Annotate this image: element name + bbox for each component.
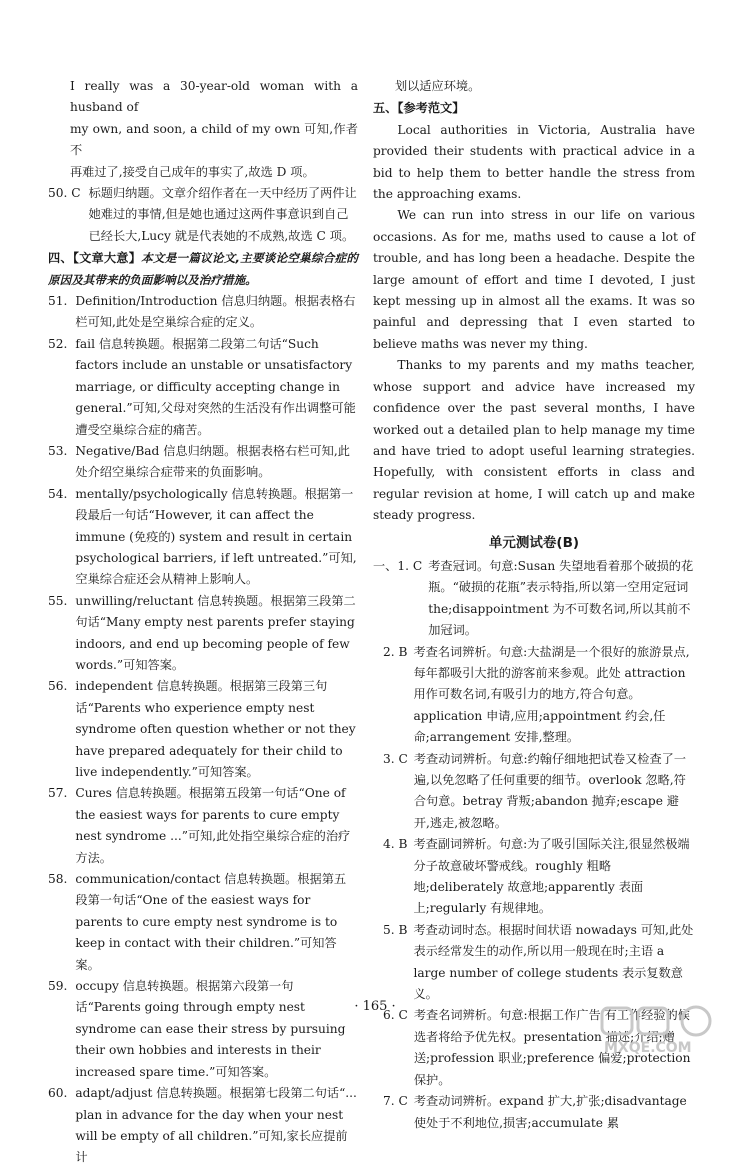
item-number: 2. B [383,644,408,659]
item-explanation: 考查动词辨析。expand 扩大,扩张;disadvantage 使处于不利地位,损害;accumulate 累 [413,1094,687,1130]
answer-item-58 [48,869,358,976]
answer-item-53 [48,441,358,484]
svg-text:MXQE.COM: MXQE.COM [604,1040,692,1056]
page-number: · 165 · [354,999,396,1014]
answer-item-52 [48,334,358,441]
item-explanation: 考查冠词。句意:Susan 失望地看着那个破损的花瓶。“破损的花瓶”表示特指,所以第一空用定冠词 the;disappointment 为不可数名词,所以其前不加冠词。 [428,558,694,638]
item-explanation: adapt/adjust 信息转换题。根据第七段第二句话“... plan in advance for the day when your nest will be empty of all children.”可知,家长应提前计 [75,1086,357,1165]
item-number: 53. [48,443,68,458]
answer-item-7 [373,1091,695,1134]
item-number: 54. [48,486,68,501]
item-explanation: 考查名词辨析。句意:根据工作广告,有工作经验的候选者将给予优先权。presentation 描述;介绍;赠送;profession 职业;preference 偏爱;protection 保护。 [413,1008,691,1087]
continuation-text: 划以适应环境。 [395,79,481,93]
answer-item-50 [48,183,358,247]
watermark-logo [596,1004,746,1056]
item-explanation: 考查动词辨析。句意:约翰仔细地把试卷又检查了一遍,以免忽略了任何重要的细节。overlook 忽略,符合句意。betray 背叛;abandon 抛弃;escape 避开,逃走,被忽略。 [413,751,687,830]
intro-line-3: 再难过了,接受自己成年的事实了,故选 D 项。 [70,164,315,179]
item-number: 50. C [48,186,81,201]
item-number: 6. C [383,1008,408,1023]
item-number: 5. B [383,922,408,937]
intro-line-1: I really was a 30-year-old woman with a husband of [70,79,358,115]
item-number: 3. C [383,751,408,766]
item-number: 57. [48,786,68,801]
item-explanation: independent 信息转换题。根据第三段第三句话“Parents who experience empty nest syndrome often question whether or not they have prepared adequately for their child to live independently.”可知答案。 [75,679,356,779]
answer-item-55 [48,591,358,677]
item-explanation: 考查名词辨析。句意:大盐湖是一个很好的旅游景点,每年都吸引大批的游客前来参观。此处 attraction 用作可数名词,有吸引力的地方,符合句意。application 申请,应用;appointment 约会,任命;arrangement 安排,整理。 [413,644,690,745]
item-number: 4. B [383,837,408,852]
item-explanation: occupy 信息转换题。根据第六段第一句话“Parents going through empty nest syndrome can ease their stress by pursuing their own hobbies and interests in their increased spare time.”可知答案。 [75,979,346,1079]
item-number: 一、1. C [373,558,423,573]
item-number: 59. [48,979,68,994]
item-number: 58. [48,872,68,887]
item-number: 55. [48,593,68,608]
item-explanation: Definition/Introduction 信息归纳题。根据表格右栏可知,此处是空巢综合症的定义。 [75,294,356,330]
item-explanation: Negative/Bad 信息归纳题。根据表格右栏可知,此处介绍空巢综合症带来的负面影响。 [75,443,350,480]
item-number: 60. [48,1086,68,1101]
item-explanation: fail 信息转换题。根据第二段第二句话“Such factors include an unstable or unsatisfactory marriage, or difficulty accepting change in general.”可知,父母对突然的生活没有作出调整可能遭受空巢综合症的痛苦。 [75,336,356,437]
answer-item-57 [48,783,358,869]
answer-item-60 [48,1083,358,1169]
item-number: 51. [48,294,68,309]
answer-item-1 [373,556,695,642]
section-4-label: 四、【文章大意】 [48,251,142,266]
unit-test-title: 单元测试卷(B) [488,534,580,551]
intro-line-2: my own, and soon, a child of my own 可知,作者不 [70,121,358,158]
answer-item-59 [48,976,358,1083]
section-4-text: 本文是一篇议论文,主要谈论空巢综合症的原因及其带来的负面影响以及治疗措施。 [48,251,358,287]
item-explanation: 标题归纳题。文章介绍作者在一天中经历了两件让她难过的事情,但是她也通过这两件事意识到自己已经长大,Lucy 就是代表她的不成熟,故选 C 项。 [88,186,357,243]
item-explanation: Cures 信息转换题。根据第五段第一句话“One of the easiest ways for parents to cure empty nest syndrome ...”可知,此处指空巢综合症的治疗方法。 [75,786,351,865]
answer-item-4 [373,834,695,920]
answer-item-51 [48,291,358,334]
section-5-label: 五、【参考范文】 [373,101,465,116]
answer-item-56 [48,676,358,783]
item-number: 52. [48,336,68,351]
item-explanation: 考查动词时态。根据时间状语 nowadays 可知,此处表示经常发生的动作,所以用一般现在时;主语 a large number of college students 表示复数意义。 [413,922,694,1002]
item-explanation: unwilling/reluctant 信息转换题。根据第三段第二句话“Many empty nest parents prefer staying indoors, and end up becoming people of few words.”可知答案。 [75,593,356,672]
item-number: 56. [48,679,68,694]
answer-item-3 [373,749,695,835]
section-4-summary [48,248,358,291]
essay-paragraph-1: Local authorities in Victoria, Australia have provided their students with practical advice in a bid to help them to better handle the stress from the approaching exams. [373,122,695,202]
item-explanation: communication/contact 信息转换题。根据第五段第一句话“One of the easiest ways for parents to cure empty nest syndrome is to keep in contact with their children.”可知答案。 [75,872,347,972]
item-number: 7. C [383,1094,408,1109]
essay-paragraph-3: Thanks to my parents and my maths teacher, whose support and advice have increased my confidence over the past several months, I have worked out a detailed plan to help manage my time and have tried to adopt useful learning strategies. Hopefully, with consistent efforts in class and regular revision at home, I will catch up and make steady progress. [373,358,695,523]
answer-item-5 [373,920,695,1006]
answer-item-2 [373,642,695,749]
item-explanation: mentally/psychologically 信息转换题。根据第一段最后一句话“However, it can affect the immune (免疫的) system and result in certain psychological barriers, if left untreated.”可知,空巢综合症还会从精神上影响人。 [75,486,357,587]
item-explanation: 考查副词辨析。句意:为了吸引国际关注,很显然极端分子故意破坏警戒线。roughly 粗略地;deliberately 故意地;apparently 表面上;regularly 有规律地。 [413,837,690,916]
essay-paragraph-2: We can run into stress in our life on various occasions. As for me, maths used to cause a lot of trouble, and has long been a headache. Despite the large amount of effort and time I devoted, I just kept messing up in almost all the exams. It was so painful and depressing that I even started to believe maths was never my thing. [373,208,695,351]
right-column [373,76,695,1134]
answer-item-54 [48,484,358,591]
